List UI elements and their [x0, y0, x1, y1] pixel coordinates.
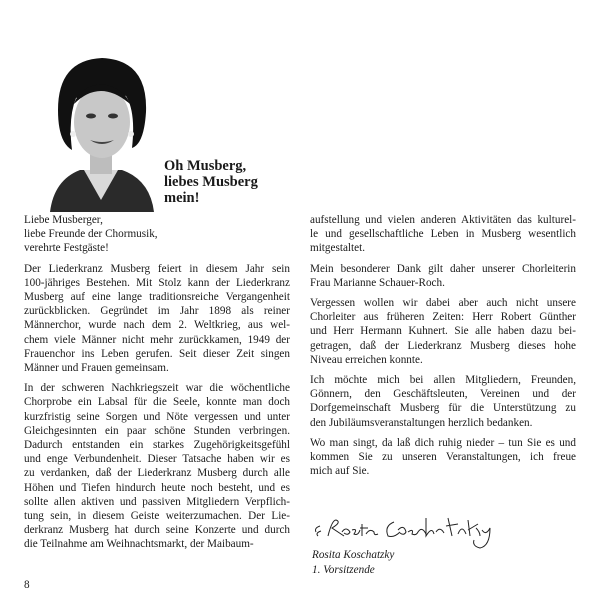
text-line: Höhen und Tiefen hindurch heute noch besteht, und es — [24, 481, 290, 494]
text-line: Männerchor, wurde nach dem 2. Weltkrieg, aus wel- — [24, 319, 290, 332]
paragraph — [310, 213, 576, 256]
text-line: Musberg auf eine lange traditionsreiche Vergangenheit — [24, 291, 290, 304]
text-line: getragen, daß der Liederkranz Musberg dieses hohe — [310, 339, 576, 352]
paragraph — [310, 373, 576, 430]
text-line: Der Liederkranz Musberg feiert in diesem Jahr sein — [24, 262, 290, 275]
signatory-role: 1. Vorsitzende — [312, 563, 375, 576]
text-line: Gönnern, den Geschäftsleuten, Vereinen und der — [310, 388, 576, 401]
text-line: Dorfgemeinschaft Musberg für die Unterstützung zu — [310, 402, 576, 415]
paragraph — [24, 262, 290, 376]
text-line: den Jubiläumsveranstaltungen herzlich bedanken. — [310, 416, 533, 429]
text-line: mitgestaltet. — [310, 242, 365, 255]
text-line: Ich möchte mich bei allen Mitgliedern, Freunden, — [310, 374, 576, 387]
left-column — [24, 213, 290, 558]
text-line: kurzfristig seine Sorgen und Nöte vergessen und unter — [24, 410, 290, 423]
text-line: derkranz Musberg hat durch seine Konzerte und durch — [24, 524, 290, 537]
text-line: kommen Sie zu unseren Veranstaltungen, ich freue — [310, 451, 576, 464]
heading-line: mein! — [164, 190, 200, 206]
page-number: 8 — [24, 579, 30, 591]
text-line: Vergessen wollen wir dabei aber auch nicht unsere — [310, 297, 576, 310]
text-line: und Herr Hermann Kuhnert. Sie alle haben dazu bei- — [310, 325, 576, 338]
text-line: Dadurch entstanden ein starkes Zugehörigkeitsgefühl — [24, 439, 290, 452]
text-line: Liebe Musberger, — [24, 214, 103, 226]
text-line: und enge Verbundenheit. Dieser Tatsache haben wir es — [24, 453, 290, 466]
handwritten-signature — [312, 506, 502, 550]
text-line: 100-jähriges Bestehen. Mit Stolz kann der Liederkranz — [24, 276, 290, 289]
text-line: zu verdanken, daß der Liederkranz Musberg durch alle — [24, 467, 290, 480]
paragraph — [310, 436, 576, 479]
text-line: In der schweren Nachkriegszeit war die wöchentliche — [24, 382, 290, 395]
text-line: Wo man singt, da laß dich ruhig nieder – tun Sie es und — [310, 436, 576, 449]
text-line: tung sein, in diesem Geiste weiterzumachen. Der Lie- — [24, 510, 290, 523]
text-line: Gleichgesinnten ein paar schöne Stunden verbringen. — [24, 424, 290, 437]
right-column — [310, 213, 576, 484]
text-line: Chorleiter aus früheren Zeiten: Herr Robert Günther — [310, 311, 576, 324]
text-line: Niveau erreichen konnte. — [310, 353, 423, 366]
text-line: liebe Freunde der Chormusik, — [24, 228, 158, 241]
text-line: Mein besonderer Dank gilt daher unserer Chorleiterin — [310, 262, 576, 275]
heading-line: Oh Musberg, — [164, 158, 247, 174]
text-line: Frau Marianne Schauer-Roch. — [310, 276, 445, 289]
portrait-photo — [40, 52, 162, 212]
text-line: le und gesellschaftliche Leben in Musberg wesentlich — [310, 228, 576, 241]
text-line: Frauenchor ins Leben gerufen. Seit dieser Zeit singen — [24, 347, 290, 360]
text-line: zurückblicken. Gegründet im Jahr 1898 als reiner — [24, 305, 290, 318]
text-line: Chorprobe ein Labsal für die Seele, konnte man doch — [24, 396, 290, 409]
article-heading — [164, 158, 258, 206]
paragraph — [310, 262, 576, 290]
text-line: die Teilnahme am Weihnachtsmarkt, der Maibaum- — [24, 538, 254, 551]
text-line: mich auf Sie. — [310, 465, 370, 478]
text-line: aufstellung und vielen anderen Aktivitäten das kulturel- — [310, 214, 576, 226]
text-line: Männer und Frauen gemeinsam. — [24, 362, 169, 375]
signatory-name: Rosita Koschatzky — [312, 549, 395, 561]
text-line: sollte allen aktiven und passiven Mitgliedern Verpflich- — [24, 495, 290, 508]
paragraph — [24, 213, 290, 256]
text-line: chem viele Männer nicht mehr zurückkamen, 1949 der — [24, 333, 290, 346]
heading-line: liebes Musberg — [164, 174, 258, 190]
signatory — [312, 548, 394, 577]
paragraph — [24, 381, 290, 551]
text-line: verehrte Festgäste! — [24, 242, 109, 255]
paragraph — [310, 296, 576, 367]
